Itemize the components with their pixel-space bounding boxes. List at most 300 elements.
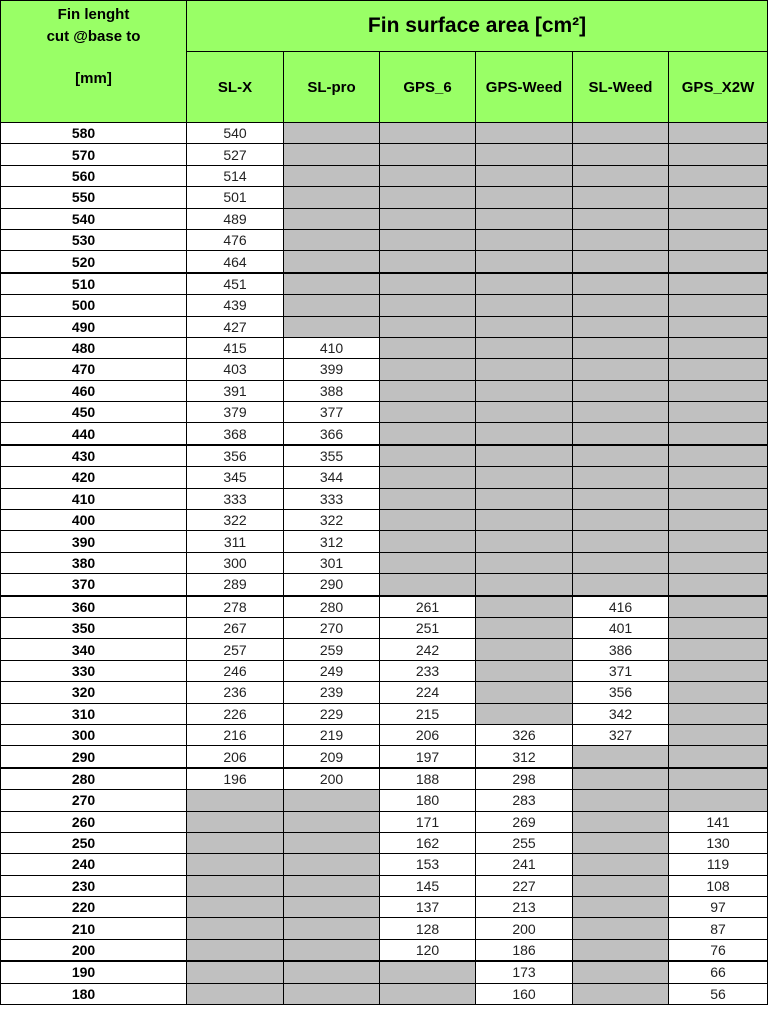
column-header-sl-weed: SL-Weed [573, 52, 669, 123]
empty-cell [669, 316, 768, 337]
empty-cell [573, 273, 669, 295]
fin-length-cell: 510 [1, 273, 187, 295]
empty-cell [476, 144, 573, 165]
fin-length-cell: 200 [1, 939, 187, 961]
empty-cell [573, 875, 669, 896]
fin-length-cell: 320 [1, 682, 187, 703]
empty-cell [669, 402, 768, 423]
empty-cell [476, 703, 573, 724]
area-value-cell: 278 [187, 596, 284, 618]
area-value-cell: 366 [284, 423, 380, 445]
fin-length-cell: 390 [1, 531, 187, 552]
area-value-cell: 312 [284, 531, 380, 552]
table-row [1, 703, 768, 724]
empty-cell [476, 187, 573, 208]
area-value-cell: 416 [573, 596, 669, 618]
empty-cell [573, 832, 669, 853]
table-row [1, 746, 768, 768]
empty-cell [669, 123, 768, 144]
empty-cell [573, 574, 669, 596]
empty-cell [187, 897, 284, 918]
area-value-cell: 379 [187, 402, 284, 423]
empty-cell [187, 854, 284, 875]
area-value-cell: 251 [380, 617, 476, 638]
area-value-cell: 162 [380, 832, 476, 853]
area-value-cell: 257 [187, 639, 284, 660]
area-value-cell: 356 [573, 682, 669, 703]
table-row [1, 316, 768, 337]
area-value-cell: 270 [284, 617, 380, 638]
area-value-cell: 368 [187, 423, 284, 445]
empty-cell [284, 983, 380, 1004]
area-value-cell: 527 [187, 144, 284, 165]
fin-length-cell: 490 [1, 316, 187, 337]
table-row [1, 961, 768, 983]
area-value-cell: 236 [187, 682, 284, 703]
table-row [1, 790, 768, 811]
area-value-cell: 399 [284, 359, 380, 380]
area-value-cell: 119 [669, 854, 768, 875]
empty-cell [669, 144, 768, 165]
table-row [1, 639, 768, 660]
area-value-cell: 128 [380, 918, 476, 939]
area-value-cell: 173 [476, 961, 573, 983]
table-row [1, 660, 768, 681]
empty-cell [284, 273, 380, 295]
table-row [1, 445, 768, 467]
area-value-cell: 289 [187, 574, 284, 596]
area-value-cell: 386 [573, 639, 669, 660]
empty-cell [380, 187, 476, 208]
empty-cell [476, 467, 573, 488]
area-value-cell: 333 [284, 488, 380, 509]
area-value-cell: 371 [573, 660, 669, 681]
area-value-cell: 410 [284, 337, 380, 358]
area-value-cell: 180 [380, 790, 476, 811]
fin-length-cell: 520 [1, 251, 187, 273]
fin-length-cell: 580 [1, 123, 187, 144]
empty-cell [380, 123, 476, 144]
empty-cell [187, 918, 284, 939]
area-value-cell: 186 [476, 939, 573, 961]
area-value-cell: 403 [187, 359, 284, 380]
empty-cell [284, 123, 380, 144]
empty-cell [573, 165, 669, 186]
empty-cell [476, 229, 573, 250]
empty-cell [573, 918, 669, 939]
empty-cell [573, 854, 669, 875]
empty-cell [669, 703, 768, 724]
empty-cell [380, 208, 476, 229]
area-value-cell: 226 [187, 703, 284, 724]
table-row [1, 682, 768, 703]
empty-cell [476, 510, 573, 531]
area-value-cell: 229 [284, 703, 380, 724]
area-value-cell: 224 [380, 682, 476, 703]
empty-cell [380, 229, 476, 250]
area-value-cell: 489 [187, 208, 284, 229]
empty-cell [573, 337, 669, 358]
empty-cell [476, 359, 573, 380]
empty-cell [669, 423, 768, 445]
empty-cell [669, 768, 768, 790]
area-value-cell: 242 [380, 639, 476, 660]
empty-cell [669, 295, 768, 316]
empty-cell [187, 983, 284, 1004]
area-value-cell: 439 [187, 295, 284, 316]
fin-length-cell: 340 [1, 639, 187, 660]
table-row [1, 724, 768, 745]
fin-length-cell: 430 [1, 445, 187, 467]
empty-cell [380, 380, 476, 401]
empty-cell [669, 187, 768, 208]
empty-cell [380, 467, 476, 488]
empty-cell [669, 746, 768, 768]
area-value-cell: 401 [573, 617, 669, 638]
fin-length-cell: 360 [1, 596, 187, 618]
empty-cell [573, 790, 669, 811]
area-value-cell: 388 [284, 380, 380, 401]
empty-cell [476, 251, 573, 273]
empty-cell [187, 832, 284, 853]
empty-cell [573, 983, 669, 1004]
empty-cell [187, 875, 284, 896]
area-value-cell: 239 [284, 682, 380, 703]
empty-cell [669, 790, 768, 811]
table-row [1, 875, 768, 896]
area-value-cell: 540 [187, 123, 284, 144]
table-row [1, 939, 768, 961]
fin-length-cell: 280 [1, 768, 187, 790]
empty-cell [284, 897, 380, 918]
empty-cell [380, 359, 476, 380]
area-value-cell: 145 [380, 875, 476, 896]
fin-length-cell: 440 [1, 423, 187, 445]
area-value-cell: 301 [284, 552, 380, 573]
empty-cell [284, 251, 380, 273]
fin-length-cell: 210 [1, 918, 187, 939]
empty-cell [669, 165, 768, 186]
empty-cell [669, 724, 768, 745]
area-value-cell: 259 [284, 639, 380, 660]
area-value-cell: 216 [187, 724, 284, 745]
area-value-cell: 501 [187, 187, 284, 208]
table-row [1, 380, 768, 401]
empty-cell [476, 617, 573, 638]
area-value-cell: 322 [187, 510, 284, 531]
table-row [1, 295, 768, 316]
empty-cell [476, 402, 573, 423]
empty-cell [380, 402, 476, 423]
column-header-gps-6: GPS_6 [380, 52, 476, 123]
area-value-cell: 160 [476, 983, 573, 1004]
empty-cell [476, 552, 573, 573]
area-value-cell: 206 [187, 746, 284, 768]
empty-cell [669, 208, 768, 229]
fin-length-cell: 570 [1, 144, 187, 165]
empty-cell [573, 768, 669, 790]
table-title: Fin surface area [cm²] [187, 1, 768, 52]
empty-cell [476, 682, 573, 703]
empty-cell [669, 445, 768, 467]
empty-cell [284, 187, 380, 208]
empty-cell [380, 488, 476, 509]
area-value-cell: 377 [284, 402, 380, 423]
fin-length-cell: 450 [1, 402, 187, 423]
empty-cell [669, 380, 768, 401]
empty-cell [573, 359, 669, 380]
table-row [1, 467, 768, 488]
fin-length-cell: 260 [1, 811, 187, 832]
table-row [1, 897, 768, 918]
empty-cell [573, 187, 669, 208]
table-row [1, 337, 768, 358]
header-line-2: cut @base to [46, 28, 141, 45]
empty-cell [380, 273, 476, 295]
table-header [1, 1, 768, 123]
area-value-cell: 322 [284, 510, 380, 531]
empty-cell [476, 165, 573, 186]
empty-cell [476, 208, 573, 229]
empty-cell [284, 295, 380, 316]
area-value-cell: 344 [284, 467, 380, 488]
empty-cell [573, 897, 669, 918]
area-value-cell: 342 [573, 703, 669, 724]
empty-cell [284, 939, 380, 961]
fin-length-cell: 550 [1, 187, 187, 208]
empty-cell [380, 552, 476, 573]
area-value-cell: 66 [669, 961, 768, 983]
area-value-cell: 200 [476, 918, 573, 939]
area-value-cell: 476 [187, 229, 284, 250]
table-row [1, 552, 768, 573]
fin-length-header [1, 1, 187, 123]
empty-cell [284, 961, 380, 983]
area-value-cell: 153 [380, 854, 476, 875]
empty-cell [669, 574, 768, 596]
table-row [1, 811, 768, 832]
area-value-cell: 87 [669, 918, 768, 939]
table-row [1, 574, 768, 596]
empty-cell [476, 380, 573, 401]
area-value-cell: 298 [476, 768, 573, 790]
area-value-cell: 137 [380, 897, 476, 918]
fin-length-cell: 180 [1, 983, 187, 1004]
empty-cell [573, 423, 669, 445]
empty-cell [669, 682, 768, 703]
table-row [1, 144, 768, 165]
empty-cell [669, 229, 768, 250]
empty-cell [476, 660, 573, 681]
empty-cell [284, 811, 380, 832]
column-header-gps-weed: GPS-Weed [476, 52, 573, 123]
empty-cell [476, 596, 573, 618]
empty-cell [380, 251, 476, 273]
area-value-cell: 76 [669, 939, 768, 961]
table-row [1, 123, 768, 144]
empty-cell [380, 510, 476, 531]
area-value-cell: 215 [380, 703, 476, 724]
table-row [1, 488, 768, 509]
fin-length-cell: 310 [1, 703, 187, 724]
empty-cell [284, 918, 380, 939]
table-row [1, 854, 768, 875]
empty-cell [187, 961, 284, 983]
empty-cell [380, 144, 476, 165]
table-row [1, 208, 768, 229]
fin-length-cell: 370 [1, 574, 187, 596]
empty-cell [476, 574, 573, 596]
area-value-cell: 514 [187, 165, 284, 186]
empty-cell [284, 854, 380, 875]
fin-length-cell: 480 [1, 337, 187, 358]
empty-cell [669, 510, 768, 531]
area-value-cell: 233 [380, 660, 476, 681]
area-value-cell: 355 [284, 445, 380, 467]
fin-length-cell: 400 [1, 510, 187, 531]
empty-cell [573, 251, 669, 273]
empty-cell [669, 251, 768, 273]
empty-cell [669, 617, 768, 638]
empty-cell [573, 811, 669, 832]
empty-cell [669, 660, 768, 681]
empty-cell [187, 811, 284, 832]
table-row [1, 531, 768, 552]
area-value-cell: 269 [476, 811, 573, 832]
header-unit: [mm] [75, 70, 112, 87]
empty-cell [669, 639, 768, 660]
empty-cell [476, 295, 573, 316]
empty-cell [573, 488, 669, 509]
fin-length-cell: 240 [1, 854, 187, 875]
table-row [1, 359, 768, 380]
empty-cell [573, 467, 669, 488]
empty-cell [284, 165, 380, 186]
empty-cell [573, 380, 669, 401]
area-value-cell: 227 [476, 875, 573, 896]
fin-length-cell: 380 [1, 552, 187, 573]
empty-cell [669, 337, 768, 358]
area-value-cell: 255 [476, 832, 573, 853]
area-value-cell: 300 [187, 552, 284, 573]
area-value-cell: 56 [669, 983, 768, 1004]
empty-cell [669, 531, 768, 552]
empty-cell [669, 552, 768, 573]
empty-cell [380, 531, 476, 552]
fin-length-cell: 470 [1, 359, 187, 380]
empty-cell [380, 165, 476, 186]
area-value-cell: 326 [476, 724, 573, 745]
empty-cell [187, 939, 284, 961]
area-value-cell: 120 [380, 939, 476, 961]
fin-length-cell: 540 [1, 208, 187, 229]
area-value-cell: 312 [476, 746, 573, 768]
empty-cell [284, 790, 380, 811]
table-row [1, 273, 768, 295]
empty-cell [573, 445, 669, 467]
area-value-cell: 209 [284, 746, 380, 768]
fin-length-cell: 330 [1, 660, 187, 681]
table-row [1, 402, 768, 423]
area-value-cell: 415 [187, 337, 284, 358]
empty-cell [573, 531, 669, 552]
area-value-cell: 246 [187, 660, 284, 681]
empty-cell [573, 229, 669, 250]
area-value-cell: 241 [476, 854, 573, 875]
empty-cell [476, 337, 573, 358]
table-row [1, 918, 768, 939]
empty-cell [284, 229, 380, 250]
fin-length-cell: 420 [1, 467, 187, 488]
column-header-sl-pro: SL-pro [284, 52, 380, 123]
area-value-cell: 141 [669, 811, 768, 832]
empty-cell [573, 961, 669, 983]
fin-length-cell: 190 [1, 961, 187, 983]
table-row [1, 768, 768, 790]
area-value-cell: 280 [284, 596, 380, 618]
empty-cell [573, 295, 669, 316]
fin-length-cell: 300 [1, 724, 187, 745]
fin-length-cell: 290 [1, 746, 187, 768]
empty-cell [476, 639, 573, 660]
empty-cell [573, 939, 669, 961]
empty-cell [669, 359, 768, 380]
empty-cell [573, 123, 669, 144]
area-value-cell: 311 [187, 531, 284, 552]
empty-cell [380, 445, 476, 467]
area-value-cell: 171 [380, 811, 476, 832]
empty-cell [284, 832, 380, 853]
empty-cell [669, 467, 768, 488]
empty-cell [476, 123, 573, 144]
area-value-cell: 283 [476, 790, 573, 811]
fin-length-cell: 350 [1, 617, 187, 638]
empty-cell [380, 983, 476, 1004]
table-body [1, 123, 768, 1005]
area-value-cell: 197 [380, 746, 476, 768]
area-value-cell: 345 [187, 467, 284, 488]
empty-cell [380, 574, 476, 596]
empty-cell [476, 316, 573, 337]
empty-cell [573, 552, 669, 573]
column-header-sl-x: SL-X [187, 52, 284, 123]
empty-cell [284, 144, 380, 165]
area-value-cell: 391 [187, 380, 284, 401]
area-value-cell: 290 [284, 574, 380, 596]
fin-length-cell: 460 [1, 380, 187, 401]
empty-cell [573, 144, 669, 165]
fin-length-cell: 560 [1, 165, 187, 186]
column-header-gps-x2w: GPS_X2W [669, 52, 768, 123]
header-line-1: Fin lenght [57, 6, 130, 23]
table-row [1, 229, 768, 250]
fin-length-cell: 410 [1, 488, 187, 509]
area-value-cell: 464 [187, 251, 284, 273]
fin-length-cell: 220 [1, 897, 187, 918]
empty-cell [380, 337, 476, 358]
empty-cell [476, 273, 573, 295]
empty-cell [284, 875, 380, 896]
empty-cell [284, 316, 380, 337]
area-value-cell: 267 [187, 617, 284, 638]
empty-cell [187, 790, 284, 811]
area-value-cell: 130 [669, 832, 768, 853]
empty-cell [476, 445, 573, 467]
fin-length-cell: 250 [1, 832, 187, 853]
table-row [1, 187, 768, 208]
area-value-cell: 213 [476, 897, 573, 918]
table-row [1, 617, 768, 638]
